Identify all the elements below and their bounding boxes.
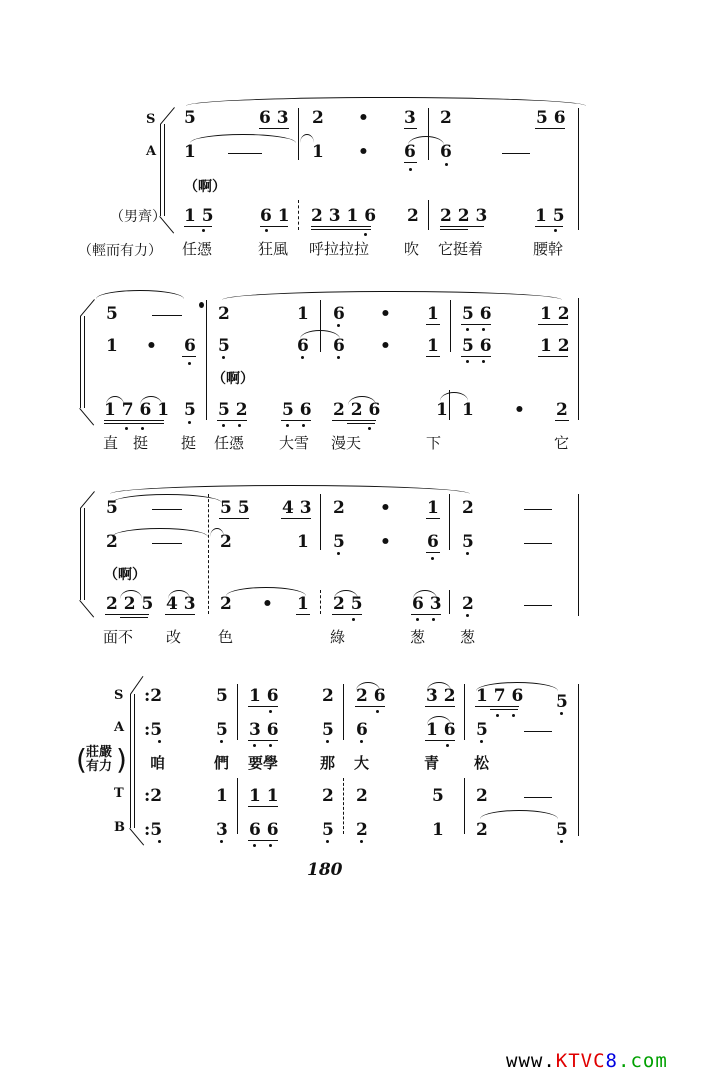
underline bbox=[425, 740, 455, 741]
lyric: 任憑 bbox=[182, 240, 213, 258]
lyric: 們 bbox=[214, 754, 230, 772]
underline bbox=[347, 423, 375, 424]
underline bbox=[311, 226, 371, 227]
underline bbox=[440, 229, 468, 230]
extension-dash bbox=[524, 543, 552, 544]
underline bbox=[248, 740, 278, 741]
note: 2 2 6 bbox=[333, 400, 381, 420]
low-octave-dot bbox=[220, 840, 223, 843]
note: 5 6 bbox=[536, 108, 566, 128]
lyric: 大 bbox=[354, 754, 370, 772]
underline bbox=[182, 356, 196, 357]
note: 6 bbox=[184, 336, 196, 356]
extension-dash bbox=[152, 543, 182, 544]
note: 2 bbox=[462, 498, 474, 518]
voice-label-tenor: T bbox=[114, 786, 124, 801]
bar-line bbox=[237, 778, 238, 834]
note: 1 bbox=[432, 820, 444, 840]
note: 6 bbox=[356, 720, 368, 740]
bar-line bbox=[208, 494, 209, 614]
underline bbox=[425, 706, 455, 707]
bar-line bbox=[237, 684, 238, 740]
low-octave-dot bbox=[238, 424, 241, 427]
low-octave-dot bbox=[376, 710, 379, 713]
underline bbox=[538, 324, 568, 325]
note: 2 6 bbox=[356, 686, 386, 706]
bar-line bbox=[320, 494, 321, 550]
note: 2 bbox=[440, 108, 452, 128]
lyric: 色 bbox=[218, 628, 234, 646]
bar-line bbox=[428, 200, 429, 230]
voice-label-alto: A bbox=[146, 144, 157, 159]
extension-dash bbox=[524, 509, 552, 510]
low-octave-dot bbox=[141, 427, 144, 430]
note: 2 bbox=[333, 498, 345, 518]
watermark-part: C bbox=[593, 1050, 606, 1072]
note: 5 6 bbox=[462, 304, 492, 324]
low-octave-dot bbox=[202, 229, 205, 232]
tie bbox=[112, 528, 208, 537]
note: 2 3 1 6 bbox=[311, 206, 377, 226]
note: 3 2 bbox=[426, 686, 456, 706]
repeat-note: :2 bbox=[144, 686, 163, 706]
note: 4 3 bbox=[166, 594, 196, 614]
underline bbox=[555, 420, 569, 421]
note: 1 2 bbox=[540, 336, 570, 356]
low-octave-dot bbox=[446, 744, 449, 747]
note: 6 bbox=[440, 142, 452, 162]
low-octave-dot bbox=[158, 840, 161, 843]
low-octave-dot bbox=[222, 424, 225, 427]
paren-close: ) bbox=[116, 743, 127, 776]
bar-line bbox=[343, 778, 344, 834]
note: 1 bbox=[106, 336, 118, 356]
bracket-top bbox=[160, 107, 175, 124]
low-octave-dot bbox=[302, 424, 305, 427]
low-octave-dot bbox=[269, 710, 272, 713]
note: 4 3 bbox=[282, 498, 312, 518]
note: 6 6 bbox=[249, 820, 279, 840]
bar-line bbox=[343, 684, 344, 740]
lyric: 挺 bbox=[181, 434, 197, 452]
lyric: 直 bbox=[103, 434, 119, 452]
dot-extension: • bbox=[514, 400, 525, 420]
lyric: 咱 bbox=[150, 754, 166, 772]
low-octave-dot bbox=[158, 740, 161, 743]
expression-marking: （輕而有力） bbox=[78, 243, 162, 259]
note: 5 bbox=[106, 304, 118, 324]
note: 5 2 bbox=[218, 400, 248, 420]
bar-line bbox=[450, 300, 451, 352]
note: 3 6 bbox=[249, 720, 279, 740]
note: 1 bbox=[184, 142, 196, 162]
note: 1 bbox=[436, 400, 448, 420]
underline bbox=[411, 614, 441, 615]
note: 2 5 bbox=[333, 594, 363, 614]
underline bbox=[535, 226, 563, 227]
phrase-slur bbox=[110, 485, 470, 494]
lyric: 那 bbox=[320, 754, 336, 772]
underline bbox=[535, 128, 565, 129]
note: 6 bbox=[297, 336, 309, 356]
lyric: 松 bbox=[474, 754, 490, 772]
lyric: 呼拉拉拉 bbox=[309, 240, 370, 258]
note: 6 3 bbox=[412, 594, 442, 614]
low-octave-dot bbox=[364, 233, 367, 236]
note: 2 bbox=[312, 108, 324, 128]
low-octave-dot bbox=[445, 163, 448, 166]
note: 5 bbox=[556, 692, 568, 712]
underline bbox=[440, 226, 484, 227]
note: 5 bbox=[218, 336, 230, 356]
low-octave-dot bbox=[265, 229, 268, 232]
note: 1 5 bbox=[535, 206, 565, 226]
extension-dash bbox=[502, 153, 530, 154]
note: 5 bbox=[432, 786, 444, 806]
note: 6 bbox=[427, 532, 439, 552]
note: 5 bbox=[476, 720, 488, 740]
voice-label-bass: B bbox=[114, 820, 125, 835]
low-octave-dot bbox=[480, 740, 483, 743]
bar-line bbox=[464, 684, 465, 740]
bracket-line bbox=[134, 694, 135, 828]
watermark-part: www. bbox=[506, 1050, 556, 1072]
low-octave-dot bbox=[512, 714, 515, 717]
bar-line bbox=[206, 300, 207, 420]
phrase-slur bbox=[96, 290, 184, 299]
note: 1 bbox=[297, 594, 309, 614]
voice-label-men-unison: （男齊） bbox=[110, 209, 166, 225]
underline bbox=[105, 614, 149, 615]
bar-line bbox=[464, 778, 465, 834]
note: 5 bbox=[462, 532, 474, 552]
bar-line bbox=[578, 684, 579, 836]
lyric: 青 bbox=[424, 754, 440, 772]
tie bbox=[408, 136, 444, 145]
interjection: （啊） bbox=[104, 567, 146, 583]
note: 1 bbox=[462, 400, 474, 420]
bar-line bbox=[320, 590, 321, 614]
bracket-line bbox=[80, 508, 81, 600]
underline bbox=[332, 614, 362, 615]
underline bbox=[461, 356, 491, 357]
dot-extension: • bbox=[380, 532, 391, 552]
low-octave-dot bbox=[253, 844, 256, 847]
note: 1 bbox=[427, 304, 439, 324]
underline bbox=[296, 614, 310, 615]
interjection: （啊） bbox=[184, 179, 226, 195]
lyric: 大雪 bbox=[279, 434, 310, 452]
underline bbox=[259, 128, 289, 129]
low-octave-dot bbox=[482, 328, 485, 331]
note: 2 bbox=[476, 820, 488, 840]
note: 1 bbox=[297, 304, 309, 324]
underline bbox=[217, 420, 247, 421]
note: 2 bbox=[220, 532, 232, 552]
bar-line bbox=[578, 108, 579, 230]
dot-extension: • bbox=[380, 304, 391, 324]
bracket-bottom bbox=[79, 408, 94, 425]
bracket-top bbox=[130, 676, 143, 695]
bar-line bbox=[428, 108, 429, 160]
low-octave-dot bbox=[360, 840, 363, 843]
low-octave-dot bbox=[416, 618, 419, 621]
bracket-line bbox=[84, 316, 85, 408]
note: 1 7 6 1 bbox=[104, 400, 170, 420]
low-octave-dot bbox=[188, 421, 191, 424]
lyric: 挺 bbox=[133, 434, 149, 452]
note: 6 1 bbox=[260, 206, 290, 226]
low-octave-dot bbox=[222, 356, 225, 359]
repeat-note: :5 bbox=[144, 720, 163, 740]
note: 5 bbox=[216, 720, 228, 740]
underline bbox=[404, 162, 417, 163]
low-octave-dot bbox=[466, 328, 469, 331]
underline bbox=[475, 706, 519, 707]
note: 6 bbox=[333, 336, 345, 356]
bracket-line bbox=[80, 316, 81, 408]
low-octave-dot bbox=[432, 618, 435, 621]
note: 5 bbox=[216, 686, 228, 706]
dot-extension: • bbox=[146, 336, 157, 356]
note: 2 bbox=[322, 786, 334, 806]
extension-dash bbox=[524, 731, 552, 732]
lyric: 漫天 bbox=[331, 434, 362, 452]
note: 2 bbox=[462, 594, 474, 614]
underline bbox=[219, 518, 249, 519]
low-octave-dot bbox=[253, 744, 256, 747]
bar-line bbox=[449, 590, 450, 614]
underline bbox=[248, 706, 278, 707]
extension-dash bbox=[228, 153, 262, 154]
phrase-slur bbox=[186, 97, 586, 106]
note: 6 bbox=[404, 142, 416, 162]
lyric: 葱 bbox=[460, 628, 476, 646]
low-octave-dot bbox=[496, 714, 499, 717]
low-octave-dot bbox=[466, 614, 469, 617]
underline bbox=[490, 709, 518, 710]
repeat-note: :2 bbox=[144, 786, 163, 806]
underline bbox=[355, 706, 385, 707]
underline bbox=[248, 806, 278, 807]
extension-dash bbox=[152, 315, 182, 316]
watermark-part: KTV bbox=[555, 1050, 594, 1072]
note: 1 bbox=[216, 786, 228, 806]
note: 1 5 bbox=[184, 206, 214, 226]
voice-label-alto: A bbox=[114, 720, 125, 735]
bracket-line bbox=[130, 694, 131, 828]
note: 5 bbox=[322, 820, 334, 840]
paren-open: ( bbox=[76, 743, 87, 776]
low-octave-dot bbox=[188, 362, 191, 365]
extension-dash bbox=[524, 797, 552, 798]
low-octave-dot bbox=[360, 740, 363, 743]
note: 1 7 6 bbox=[476, 686, 524, 706]
low-octave-dot bbox=[352, 618, 355, 621]
note: 2 2 5 bbox=[106, 594, 154, 614]
phrase-slur bbox=[222, 291, 562, 300]
tie bbox=[190, 134, 296, 143]
bracket-top bbox=[80, 299, 95, 316]
note: 5 6 bbox=[282, 400, 312, 420]
lyric: 要學 bbox=[248, 754, 279, 772]
note: 2 bbox=[322, 686, 334, 706]
bar-line bbox=[578, 494, 579, 616]
lyric: 腰幹 bbox=[533, 240, 564, 258]
low-octave-dot bbox=[337, 552, 340, 555]
extension-dash bbox=[152, 509, 182, 510]
low-octave-dot bbox=[326, 740, 329, 743]
underline bbox=[426, 356, 440, 357]
note: 5 bbox=[333, 532, 345, 552]
note: 2 bbox=[356, 820, 368, 840]
note: 2 bbox=[106, 532, 118, 552]
low-octave-dot bbox=[337, 324, 340, 327]
low-octave-dot bbox=[560, 712, 563, 715]
extension-dash bbox=[524, 605, 552, 606]
note: 2 bbox=[356, 786, 368, 806]
note: 1 6 bbox=[426, 720, 456, 740]
low-octave-dot bbox=[286, 424, 289, 427]
note: 5 bbox=[106, 498, 118, 518]
note: 5 6 bbox=[462, 336, 492, 356]
low-octave-dot bbox=[326, 840, 329, 843]
low-octave-dot bbox=[560, 840, 563, 843]
lyric: 吹 bbox=[404, 240, 420, 258]
lyric: 面不 bbox=[103, 628, 134, 646]
low-octave-dot bbox=[431, 557, 434, 560]
underline bbox=[184, 226, 212, 227]
dot-extension: • bbox=[380, 498, 391, 518]
note: 1 bbox=[312, 142, 324, 162]
bracket-bottom bbox=[79, 600, 94, 617]
interjection: （啊） bbox=[212, 371, 254, 387]
note: 1 2 bbox=[540, 304, 570, 324]
low-octave-dot bbox=[482, 360, 485, 363]
underline bbox=[332, 420, 376, 421]
underline bbox=[426, 324, 440, 325]
bar-line bbox=[298, 108, 299, 160]
expression-line-1: 莊嚴 bbox=[86, 745, 113, 760]
note: 1 bbox=[427, 498, 439, 518]
note: 1 bbox=[297, 532, 309, 552]
note: 2 bbox=[218, 304, 230, 324]
underline bbox=[120, 617, 148, 618]
underline bbox=[104, 420, 164, 421]
underline bbox=[260, 226, 288, 227]
low-octave-dot bbox=[466, 360, 469, 363]
note: 3 bbox=[404, 108, 416, 128]
dot-extension: • bbox=[380, 336, 391, 356]
note: 5 bbox=[184, 108, 196, 128]
breath-mark bbox=[199, 302, 204, 308]
note: 1 1 bbox=[249, 786, 279, 806]
repeat-note: :5 bbox=[144, 820, 163, 840]
note: 1 bbox=[427, 336, 439, 356]
lyric: 改 bbox=[166, 628, 182, 646]
bracket-top bbox=[80, 491, 95, 508]
underline bbox=[404, 128, 417, 129]
page-number: 180 bbox=[307, 860, 343, 880]
dot-extension: • bbox=[358, 142, 369, 162]
bracket-line bbox=[164, 124, 165, 216]
note: 1 6 bbox=[249, 686, 279, 706]
note: 5 bbox=[322, 720, 334, 740]
low-octave-dot bbox=[269, 844, 272, 847]
low-octave-dot bbox=[301, 356, 304, 359]
note: 5 bbox=[556, 820, 568, 840]
note: 6 3 bbox=[259, 108, 289, 128]
note: 2 bbox=[476, 786, 488, 806]
note: 6 bbox=[333, 304, 345, 324]
underline bbox=[281, 518, 311, 519]
note: 2 bbox=[556, 400, 568, 420]
lyric: 葱 bbox=[410, 628, 426, 646]
note: 2 bbox=[407, 206, 419, 226]
underline bbox=[281, 420, 311, 421]
dot-extension: • bbox=[262, 594, 273, 614]
voice-label-soprano: S bbox=[146, 112, 156, 127]
watermark-part: .com bbox=[618, 1050, 668, 1072]
tie bbox=[480, 810, 558, 819]
note: 3 bbox=[216, 820, 228, 840]
note: 5 bbox=[184, 400, 196, 420]
low-octave-dot bbox=[337, 356, 340, 359]
underline bbox=[104, 423, 164, 424]
bracket-bottom bbox=[129, 828, 144, 845]
low-octave-dot bbox=[125, 427, 128, 430]
tie bbox=[112, 494, 222, 503]
bar-line bbox=[449, 494, 450, 550]
watermark bbox=[506, 1050, 668, 1072]
note: 2 bbox=[220, 594, 232, 614]
lyric: 綠 bbox=[330, 628, 346, 646]
note: 2 2 3 bbox=[440, 206, 488, 226]
low-octave-dot bbox=[220, 740, 223, 743]
lyric: 任憑 bbox=[214, 434, 245, 452]
underline bbox=[311, 229, 371, 230]
low-octave-dot bbox=[466, 552, 469, 555]
note: 5 5 bbox=[220, 498, 250, 518]
bar-line bbox=[320, 300, 321, 352]
low-octave-dot bbox=[269, 744, 272, 747]
bar-line bbox=[298, 200, 299, 230]
underline bbox=[461, 324, 491, 325]
lyric: 狂風 bbox=[258, 240, 289, 258]
bracket-line bbox=[84, 508, 85, 600]
voice-label-soprano: S bbox=[114, 688, 124, 703]
lyric: 它挺着 bbox=[438, 240, 484, 258]
underline bbox=[426, 518, 440, 519]
bracket-line bbox=[160, 124, 161, 216]
low-octave-dot bbox=[409, 168, 412, 171]
dot-extension: • bbox=[358, 108, 369, 128]
underline bbox=[165, 614, 195, 615]
bar-line bbox=[578, 298, 579, 420]
underline bbox=[538, 356, 568, 357]
lyric: 它 bbox=[554, 434, 570, 452]
low-octave-dot bbox=[368, 427, 371, 430]
underline bbox=[248, 840, 278, 841]
lyric: 下 bbox=[426, 434, 442, 452]
expression-line-2: 有力 bbox=[86, 759, 113, 774]
low-octave-dot bbox=[554, 229, 557, 232]
watermark-part: 8 bbox=[605, 1050, 618, 1072]
underline bbox=[426, 552, 440, 553]
